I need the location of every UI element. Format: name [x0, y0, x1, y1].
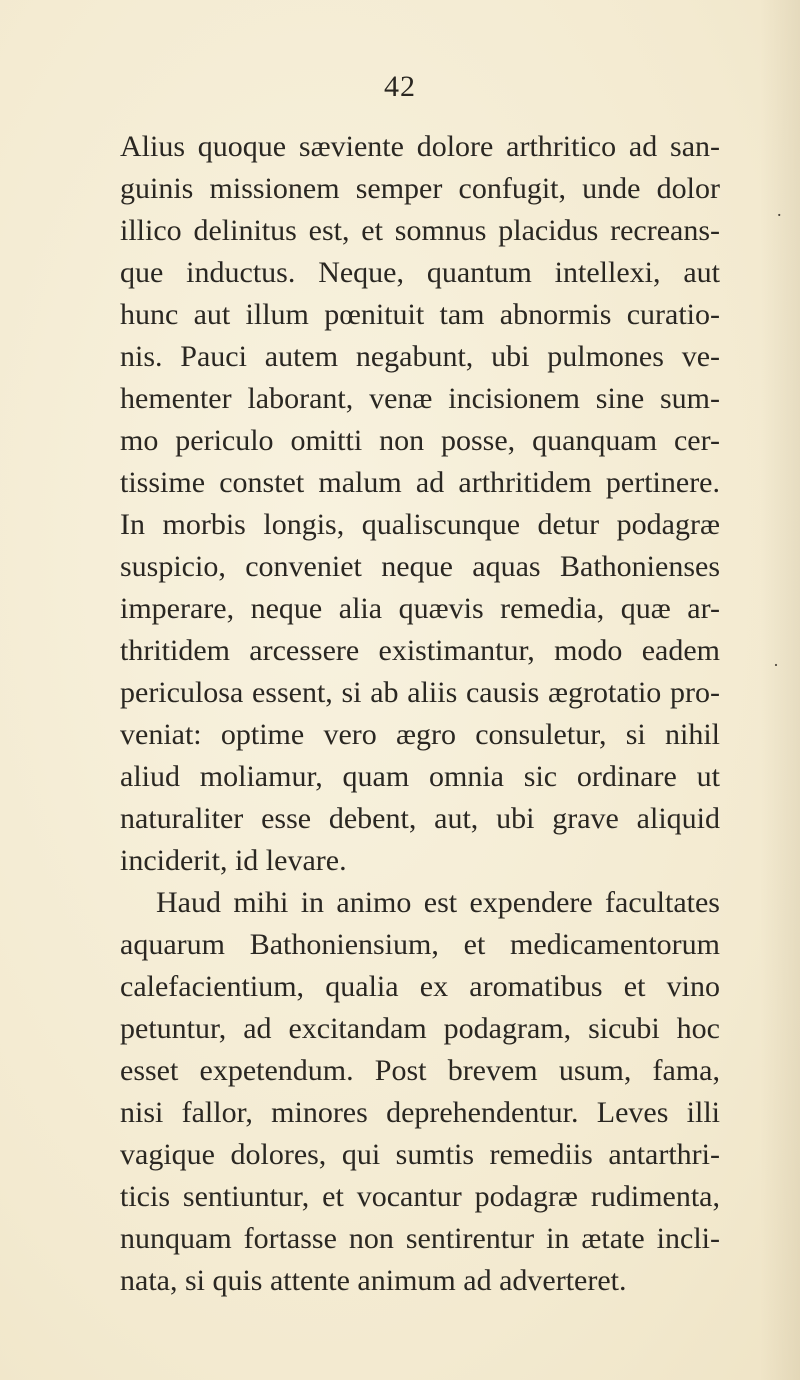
text-line: nisi fallor, minores deprehendentur. Leves illi — [120, 1096, 720, 1129]
text-line: tissime constet malum ad arthritidem pertinere. — [120, 466, 720, 499]
text-line: esset expetendum. Post brevem usum, fama, — [120, 1054, 720, 1087]
text-line: thritidem arcessere existimantur, modo eadem — [120, 634, 720, 667]
text-line: petuntur, ad excitandam podagram, sicubi hoc — [120, 1012, 720, 1045]
text-line: In morbis longis, qualiscunque detur podagræ — [120, 508, 720, 541]
text-line: calefacientium, qualia ex aromatibus et vino — [120, 970, 720, 1003]
text-line: aliud moliamur, quam omnia sic ordinare ut — [120, 760, 720, 793]
text-line: nunquam fortasse non sentirentur in ætate incli- — [120, 1222, 720, 1255]
margin-mark: · — [773, 655, 779, 675]
text-line: ticis sentiuntur, et vocantur podagræ rudimenta, — [120, 1180, 720, 1213]
text-line: naturaliter esse debent, aut, ubi grave aliquid — [120, 802, 720, 835]
paragraph-2 — [120, 882, 720, 1302]
text-line: que inductus. Neque, quantum intellexi, aut — [120, 256, 720, 289]
text-line: guinis missionem semper confugit, unde dolor — [120, 172, 720, 205]
text-line: Alius quoque sæviente dolore arthritico ad san- — [120, 130, 720, 163]
page-number: 42 — [384, 70, 416, 103]
margin-mark: . — [777, 200, 782, 220]
text-line: vagique dolores, qui sumtis remediis antarthri- — [120, 1138, 720, 1171]
text-line: nis. Pauci autem negabunt, ubi pulmones ve- — [120, 340, 720, 373]
paragraph-1 — [120, 126, 720, 882]
text-line: illico delinitus est, et somnus placidus recreans- — [120, 214, 720, 247]
text-line: veniat: optime vero ægro consuletur, si nihil — [120, 718, 720, 751]
text-line: inciderit, id levare. — [120, 844, 347, 877]
text-line: imperare, neque alia quævis remedia, quæ ar- — [120, 592, 720, 625]
body-text — [120, 126, 720, 1302]
text-line: Haud mihi in animo est expendere facultates — [156, 886, 720, 919]
text-line: periculosa essent, si ab aliis causis ægrotatio pro- — [120, 676, 720, 709]
text-line: suspicio, conveniet neque aquas Bathonienses — [120, 550, 720, 583]
text-line: aquarum Bathoniensium, et medicamentorum — [120, 928, 720, 961]
text-line: mo periculo omitti non posse, quanquam cer- — [120, 424, 720, 457]
text-line: hunc aut illum pœnituit tam abnormis curatio- — [120, 298, 720, 331]
text-line: hementer laborant, venæ incisionem sine sum- — [120, 382, 720, 415]
text-line: nata, si quis attente animum ad adverteret. — [120, 1264, 627, 1297]
